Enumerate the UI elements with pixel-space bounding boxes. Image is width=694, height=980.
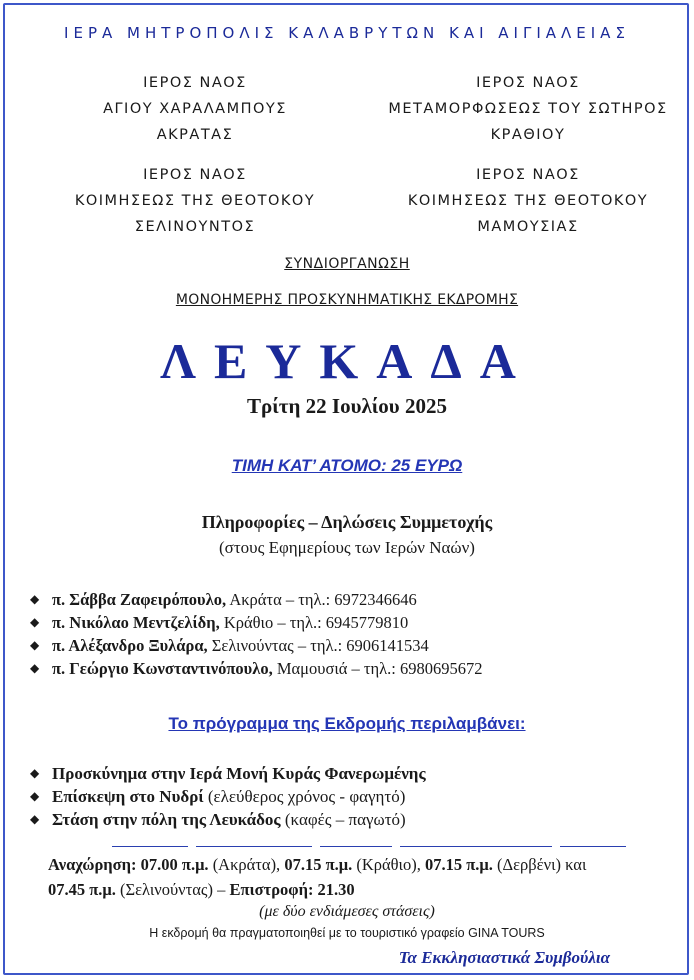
stops-note: (με δύο ενδιάμεσες στάσεις) [259, 903, 435, 920]
departure-info: Αναχώρηση: 07.00 π.μ. (Ακράτα), 07.15 π.μ. (Κράθιο), 07.15 π.μ. (Δερβένι) και 07.45 π.μ. (Σελινούντας) – Επιστροφή: 21.30 [48, 855, 587, 899]
list-item: ◆ π. Νικόλαο Μεντζελίδη, Κράθιο – τηλ.: 6945779810 [30, 613, 409, 632]
metropolis-header: ΙΕΡΑ ΜΗΤΡΟΠΟΛΙΣ ΚΑΛΑΒΡΥΤΩΝ ΚΑΙ ΑΙΓΙΑΛΕΙΑΣ [64, 24, 630, 42]
divider [196, 846, 312, 847]
trip-date: Τρίτη 22 Ιουλίου 2025 [247, 394, 447, 418]
agency-note: Η εκδρομή θα πραγματοποιηθεί με το τουριστικό γραφείο GINA TOURS [149, 926, 545, 940]
diamond-bullet-icon: ◆ [30, 592, 40, 606]
divider [320, 846, 392, 847]
program-list [30, 762, 670, 831]
diamond-bullet-icon: ◆ [30, 615, 40, 629]
church-selinountas: ΙΕΡΟΣ ΝΑΟΣ ΚΟΙΜΗΣΕΩΣ ΤΗΣ ΘΕΟΤΟΚΟΥ ΣΕΛΙΝΟΥΝΤΟΣ [74, 167, 316, 235]
list-item: ◆ π. Γεώργιο Κωνσταντινόπουλο, Μαμουσιά – τηλ.: 6980695672 [30, 659, 483, 678]
list-item: ◆ Στάση στην πόλη της Λευκάδος (καφές – παγωτό) [30, 810, 406, 829]
diamond-bullet-icon: ◆ [30, 766, 40, 780]
diamond-bullet-icon: ◆ [30, 661, 40, 675]
church-krathio: ΙΕΡΟΣ ΝΑΟΣ ΜΕΤΑΜΟΡΦΩΣΕΩΣ ΤΟΥ ΣΩΤΗΡΟΣ ΚΡΑΘΙΟΥ [388, 75, 668, 143]
church-akrata: ΙΕΡΟΣ ΝΑΟΣ ΑΓΙΟΥ ΧΑΡΑΛΑΜΠΟΥΣ ΑΚΡΑΤΑΣ [103, 75, 287, 143]
divider [400, 846, 552, 847]
list-item: ◆ π. Σάββα Ζαφειρόπουλο, Ακράτα – τηλ.: 6972346646 [30, 590, 417, 609]
divider [112, 846, 188, 847]
church-mamousia: ΙΕΡΟΣ ΝΑΟΣ ΚΟΙΜΗΣΕΩΣ ΤΗΣ ΘΕΟΤΟΚΟΥ ΜΑΜΟΥΣΙΑΣ [407, 167, 649, 235]
signature: Τα Εκκλησιαστικά Συμβούλια [398, 948, 610, 967]
list-item: ◆ π. Αλέξανδρο Ξυλάρα, Σελινούντας – τηλ.: 6906141534 [30, 636, 429, 655]
co-organization-heading: ΣΥΝΔΙΟΡΓΑΝΩΣΗ [284, 256, 410, 272]
divider [560, 846, 626, 847]
trip-type-heading: ΜΟΝΟΗΜΕΡΗΣ ΠΡΟΣΚΥΝΗΜΑΤΙΚΗΣ ΕΚΔΡΟΜΗΣ [175, 292, 519, 308]
price-per-person: ΤΙΜΗ ΚΑΤ’ ΑΤΟΜΟ: 25 ΕΥΡΩ [231, 456, 463, 475]
info-title: Πληροφορίες – Δηλώσεις Συμμετοχής [201, 512, 493, 532]
diamond-bullet-icon: ◆ [30, 638, 40, 652]
info-subtitle: (στους Εφημερίους των Ιερών Ναών) [219, 538, 475, 557]
list-item: ◆ Προσκύνημα στην Ιερά Μονή Κυράς Φανερωμένης [30, 764, 426, 783]
contacts-list [30, 588, 670, 680]
program-title: Το πρόγραμμα της Εκδρομής περιλαμβάνει: [168, 714, 526, 733]
diamond-bullet-icon: ◆ [30, 789, 40, 803]
list-item: ◆ Επίσκεψη στο Νυδρί (ελεύθερος χρόνος - φαγητό) [30, 787, 406, 806]
diamond-bullet-icon: ◆ [30, 812, 40, 826]
destination-title: ΛΕΥΚΑΔΑ [160, 333, 534, 389]
